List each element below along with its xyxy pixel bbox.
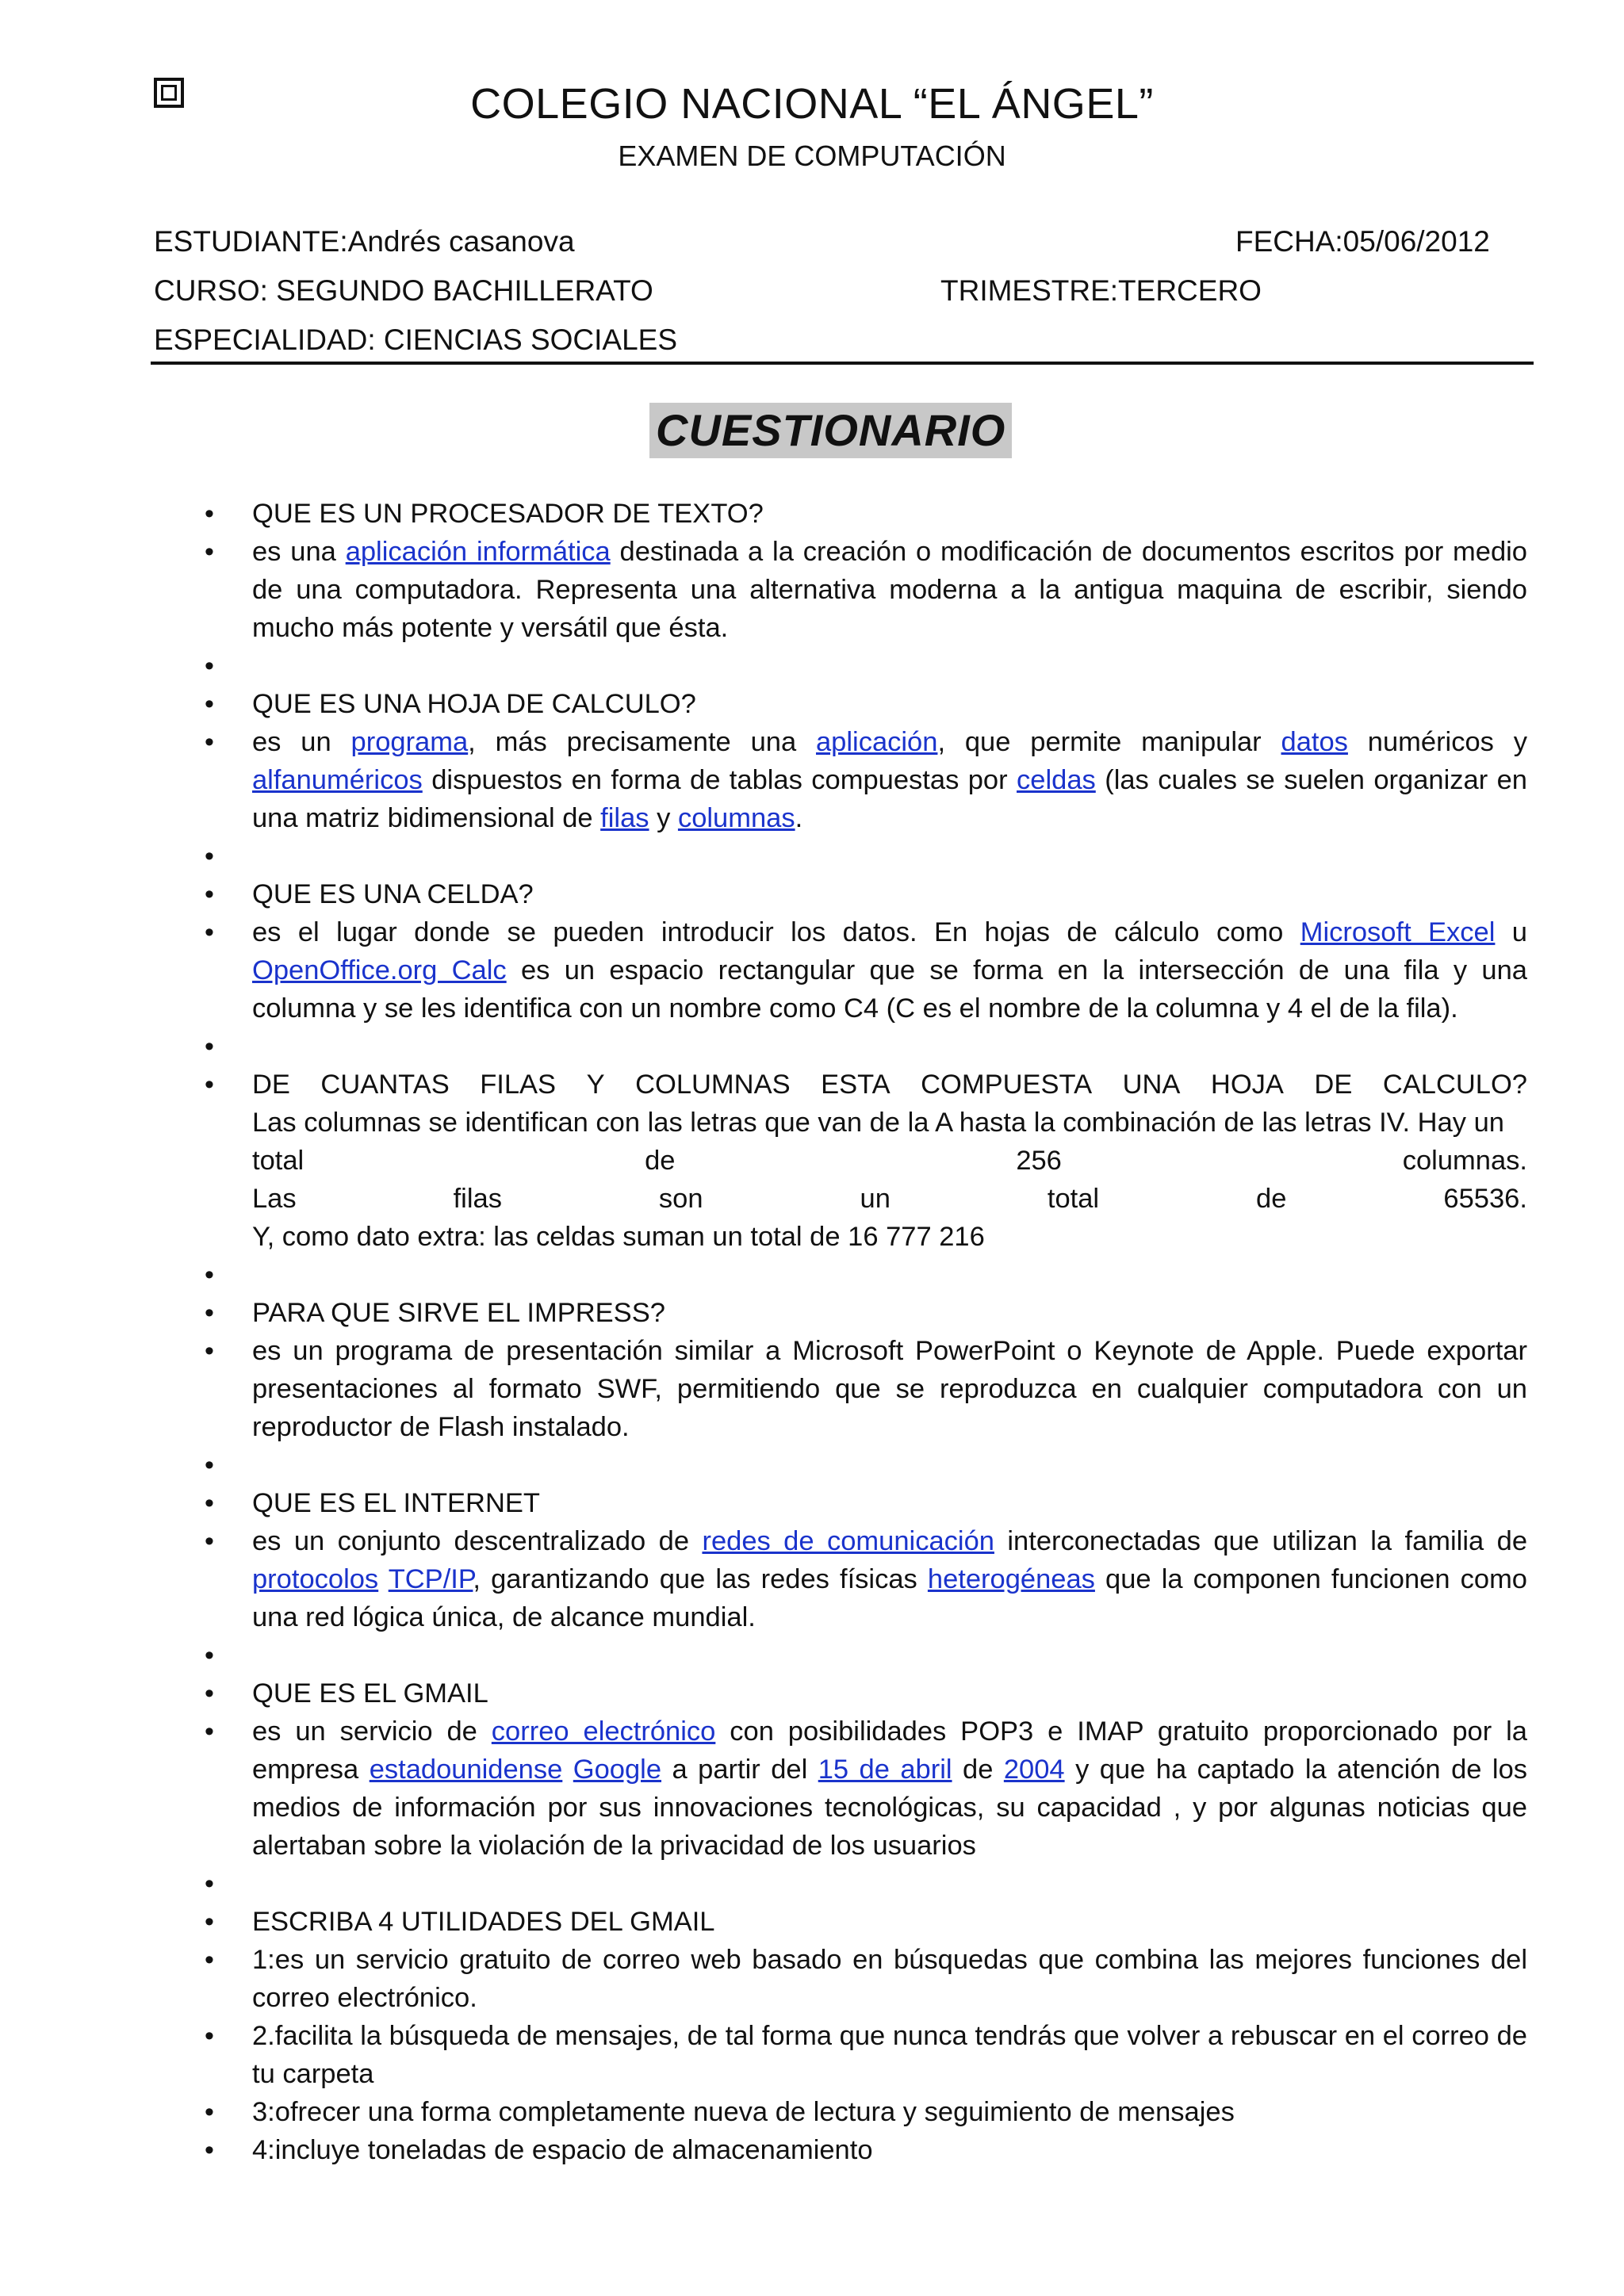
question-7: • QUE ES EL GMAIL: [252, 1674, 1527, 1712]
link-correo-electronico[interactable]: correo electrónico: [491, 1716, 716, 1747]
school-title: COLEGIO NACIONAL “EL ÁNGEL”: [470, 80, 1154, 128]
empty-bullet: [252, 1636, 1527, 1674]
empty-bullet: [252, 1027, 1527, 1066]
empty-bullet: [252, 1865, 1527, 1903]
answer-1: • es una aplicación informática destinada a la creación o modificación de documentos escritos por medio de una computadora. Representa una alternativa moderna a la antigua maquina de escribir, siendo mucho más potente y versátil que ésta.: [252, 533, 1527, 647]
link-google[interactable]: Google: [573, 1755, 662, 1785]
gmail-utility-4: • 4:incluye toneladas de espacio de almacenamiento: [252, 2131, 1527, 2169]
course: CURSO: SEGUNDO BACHILLERATO: [154, 274, 653, 307]
question-8: • ESCRIBA 4 UTILIDADES DEL GMAIL: [252, 1903, 1527, 1941]
empty-bullet: [252, 1446, 1527, 1484]
empty-bullet: [252, 647, 1527, 685]
link-redes-de-comunicacion[interactable]: redes de comunicación: [702, 1526, 994, 1556]
section-title: CUESTIONARIO: [649, 403, 1012, 458]
answer-3: • es el lugar donde se pueden introducir los datos. En hojas de cálculo como Microsoft Excel u OpenOffice.org Calc es un espacio rectangular que se forma en la intersección de una fila y una columna y se les identifica con un nombre como C4 (C es el nombre de la columna y 4 el de la fila).: [252, 913, 1527, 1027]
link-aplicacion-informatica[interactable]: aplicación informática: [345, 537, 611, 567]
header-divider: [151, 362, 1534, 365]
specialty: ESPECIALIDAD: CIENCIAS SOCIALES: [154, 323, 678, 356]
question-5: • PARA QUE SIRVE EL IMPRESS?: [252, 1294, 1527, 1332]
link-filas[interactable]: filas: [600, 803, 649, 833]
link-openoffice-calc[interactable]: OpenOffice.org Calc: [252, 955, 507, 985]
gmail-utility-1: • 1:es un servicio gratuito de correo web basado en búsquedas que combina las mejores funciones del correo electrónico.: [252, 1941, 1527, 2017]
term: TRIMESTRE:TERCERO: [940, 274, 1262, 307]
link-15-de-abril[interactable]: 15 de abril: [818, 1755, 952, 1785]
link-columnas[interactable]: columnas: [677, 803, 795, 833]
question-4: [252, 1066, 1527, 1256]
link-datos[interactable]: datos: [1281, 727, 1348, 757]
link-aplicacion[interactable]: aplicación: [816, 727, 938, 757]
link-programa[interactable]: programa: [350, 727, 469, 757]
answer-2: • es un programa, más precisamente una aplicación, que permite manipular datos numéricos y alfanuméricos dispuestos en forma de tablas compuestas por celdas (las cuales se suelen organizar en una matriz bidimensional de filas y columnas.: [252, 723, 1527, 837]
empty-bullet: [252, 837, 1527, 875]
answer-7: • es un servicio de correo electrónico con posibilidades POP3 e IMAP gratuito proporcionado por la empresa estadounidense Google a partir del 15 de abril de 2004 y que ha captado la atención de los medios de información por sus innovaciones tecnológicas, su capacidad , y por algunas noticias que alertaban sobre la violación de la privacidad de los usuarios: [252, 1712, 1527, 1865]
question-3: • QUE ES UNA CELDA?: [252, 875, 1527, 913]
question-4-line: • DE CUANTAS FILAS Y COLUMNAS ESTA COMPUESTA UNA HOJA DE CALCULO?: [252, 1070, 1527, 1100]
gmail-utility-3: • 3:ofrecer una forma completamente nueva de lectura y seguimiento de mensajes: [252, 2093, 1527, 2131]
question-1: • QUE ES UN PROCESADOR DE TEXTO?: [252, 495, 1527, 533]
link-2004[interactable]: 2004: [1003, 1755, 1065, 1785]
link-estadounidense[interactable]: estadounidense: [369, 1755, 563, 1785]
answer-4-line-2: total de 256 columnas.: [252, 1146, 1527, 1176]
link-tcp-ip[interactable]: TCP/IP: [388, 1564, 473, 1594]
gmail-utility-2: • 2.facilita la búsqueda de mensajes, de tal forma que nunca tendrás que volver a rebuscar en el correo de tu carpeta: [252, 2017, 1527, 2093]
answer-5: • es un programa de presentación similar a Microsoft PowerPoint o Keynote de Apple. Puede exportar presentaciones al formato SWF, permitiendo que se reproduzca en cualquier computadora con un reproductor de Flash instalado.: [252, 1332, 1527, 1446]
question-6: • QUE ES EL INTERNET: [252, 1484, 1527, 1522]
student-name: ESTUDIANTE:Andrés casanova: [154, 225, 575, 258]
empty-bullet: [252, 1256, 1527, 1294]
link-protocolos[interactable]: protocolos: [252, 1564, 379, 1594]
link-celdas[interactable]: celdas: [1017, 765, 1096, 795]
answer-4-line-4: Y, como dato extra: las celdas suman un total de 16 777 216: [252, 1222, 985, 1252]
link-alfanumericos[interactable]: alfanuméricos: [252, 765, 423, 795]
exam-subtitle: EXAMEN DE COMPUTACIÓN: [618, 140, 1006, 172]
answer-6: • es un conjunto descentralizado de redes de comunicación interconectadas que utilizan la familia de protocolos TCP/IP, garantizando que las redes físicas heterogéneas que la componen funcionen como una red lógica única, de alcance mundial.: [252, 1522, 1527, 1636]
link-heterogeneas[interactable]: heterogéneas: [927, 1564, 1095, 1594]
questionnaire-list: [252, 495, 1527, 2169]
answer-4-line-1: Las columnas se identifican con las letras que van de la A hasta la combinación de las letras IV. Hay un: [252, 1108, 1504, 1138]
question-2: • QUE ES UNA HOJA DE CALCULO?: [252, 685, 1527, 723]
exam-date: FECHA:05/06/2012: [1235, 225, 1490, 258]
link-microsoft-excel[interactable]: Microsoft Excel: [1300, 917, 1496, 947]
answer-4-line-3: Las filas son un total de 65536.: [252, 1184, 1527, 1214]
